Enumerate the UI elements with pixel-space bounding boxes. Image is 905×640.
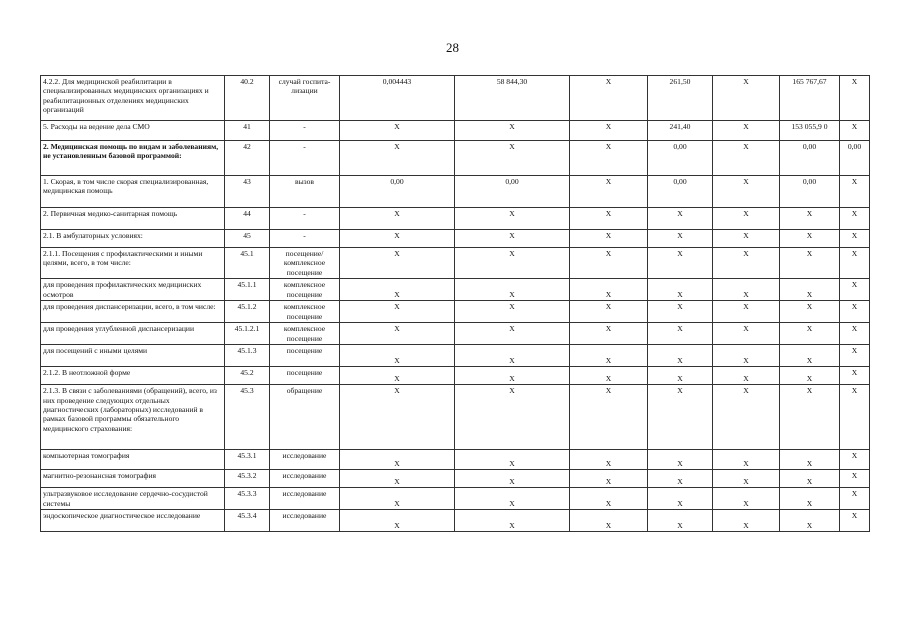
row-value: 0,00	[340, 176, 455, 208]
row-unit: -	[270, 230, 340, 248]
row-value: X	[340, 323, 455, 345]
row-label: для проведения диспансеризации, всего, в том числе:	[41, 301, 225, 323]
row-value: X	[713, 121, 780, 141]
row-value: X	[340, 450, 455, 470]
table-row	[41, 450, 870, 470]
row-label: магнитно-резонансная томография	[41, 470, 225, 488]
row-unit: -	[270, 141, 340, 176]
row-code: 45.3.4	[225, 510, 270, 532]
row-value: X	[570, 301, 648, 323]
row-value: X	[713, 488, 780, 510]
row-value: X	[340, 121, 455, 141]
row-unit: посещение	[270, 367, 340, 385]
row-value: X	[648, 230, 713, 248]
row-code: 45.1.3	[225, 345, 270, 367]
row-value: X	[570, 385, 648, 450]
row-unit: посещение/ комплексное посещение	[270, 248, 340, 279]
row-label: компьютерная томография	[41, 450, 225, 470]
row-value: X	[840, 76, 870, 121]
table-row	[41, 141, 870, 176]
row-value: X	[340, 248, 455, 279]
row-code: 45.3.2	[225, 470, 270, 488]
row-value: X	[455, 510, 570, 532]
row-value: X	[713, 176, 780, 208]
row-value: X	[340, 141, 455, 176]
row-value: 165 767,67	[780, 76, 840, 121]
table-row	[41, 208, 870, 230]
row-code: 43	[225, 176, 270, 208]
row-value: X	[780, 323, 840, 345]
row-value: 58 844,30	[455, 76, 570, 121]
row-value: X	[455, 121, 570, 141]
row-value: 0,00	[648, 141, 713, 176]
row-value: X	[713, 470, 780, 488]
row-value: X	[455, 141, 570, 176]
row-value: X	[455, 301, 570, 323]
row-value: X	[780, 488, 840, 510]
table-row	[41, 176, 870, 208]
row-unit: посещение	[270, 345, 340, 367]
row-value: X	[570, 450, 648, 470]
row-value: X	[455, 488, 570, 510]
row-value: 261,50	[648, 76, 713, 121]
row-value: X	[780, 367, 840, 385]
row-value: X	[780, 450, 840, 470]
row-value: X	[648, 301, 713, 323]
row-label: 2. Медицинская помощь по видам и заболеваниям, не установленным базовой программой:	[41, 141, 225, 176]
table-row	[41, 385, 870, 450]
row-unit: исследование	[270, 488, 340, 510]
row-value: X	[455, 208, 570, 230]
row-value: X	[648, 208, 713, 230]
row-value: X	[570, 510, 648, 532]
row-value: X	[648, 450, 713, 470]
row-value: X	[840, 121, 870, 141]
row-unit: исследование	[270, 510, 340, 532]
row-label: 2.1. В амбулаторных условиях:	[41, 230, 225, 248]
row-code: 45.3	[225, 385, 270, 450]
row-value: X	[340, 301, 455, 323]
row-value: X	[570, 248, 648, 279]
row-value: X	[570, 76, 648, 121]
row-label: 5. Расходы на ведение дела СМО	[41, 121, 225, 141]
row-value: X	[455, 450, 570, 470]
row-value: X	[648, 470, 713, 488]
row-value: X	[713, 510, 780, 532]
row-value: X	[840, 450, 870, 470]
row-label: для посещений с иными целями	[41, 345, 225, 367]
row-value: X	[713, 248, 780, 279]
row-label: 4.2.2. Для медицинской реабилитации в специализированных медицинских организациях и реабилитационных отделениях медицинских организаций	[41, 76, 225, 121]
row-value: X	[340, 385, 455, 450]
row-value: X	[840, 208, 870, 230]
row-value: X	[455, 345, 570, 367]
row-value: X	[713, 208, 780, 230]
row-value: 0,00	[648, 176, 713, 208]
row-value: X	[340, 367, 455, 385]
row-code: 45.1.1	[225, 279, 270, 301]
row-value: X	[340, 279, 455, 301]
row-value: X	[713, 367, 780, 385]
row-value: X	[713, 279, 780, 301]
row-value: X	[570, 323, 648, 345]
row-value: X	[840, 510, 870, 532]
row-code: 45.1.2.1	[225, 323, 270, 345]
table-row	[41, 367, 870, 385]
row-value: X	[570, 208, 648, 230]
row-value: 241,40	[648, 121, 713, 141]
row-value: X	[840, 176, 870, 208]
row-code: 45.1.2	[225, 301, 270, 323]
row-value: X	[840, 248, 870, 279]
row-value: X	[713, 385, 780, 450]
row-value: X	[713, 301, 780, 323]
table-row	[41, 345, 870, 367]
table-row	[41, 76, 870, 121]
row-code: 40.2	[225, 76, 270, 121]
row-label: 2.1.1. Посещения с профилактическими и иными целями, всего, в том числе:	[41, 248, 225, 279]
row-value: X	[340, 208, 455, 230]
row-value: X	[570, 470, 648, 488]
row-value: X	[840, 279, 870, 301]
row-code: 45.1	[225, 248, 270, 279]
row-label: ультразвуковое исследование сердечно-сосудистой системы	[41, 488, 225, 510]
row-value: X	[340, 488, 455, 510]
row-code: 44	[225, 208, 270, 230]
row-value: X	[840, 345, 870, 367]
row-value: X	[713, 141, 780, 176]
row-value: X	[455, 385, 570, 450]
row-value: X	[713, 345, 780, 367]
row-value: X	[840, 230, 870, 248]
table-row	[41, 279, 870, 301]
row-unit: случай госпита-лизации	[270, 76, 340, 121]
page-number: 28	[446, 40, 459, 55]
row-value: X	[648, 385, 713, 450]
row-value: X	[713, 323, 780, 345]
row-value: X	[570, 141, 648, 176]
row-value: X	[648, 367, 713, 385]
row-value: X	[648, 345, 713, 367]
row-unit: комплексное посещение	[270, 279, 340, 301]
table-row	[41, 230, 870, 248]
row-unit: исследование	[270, 450, 340, 470]
row-unit: -	[270, 208, 340, 230]
row-value: X	[648, 510, 713, 532]
row-label: 1. Скорая, в том числе скорая специализированная, медицинская помощь	[41, 176, 225, 208]
row-unit: комплексное посещение	[270, 301, 340, 323]
row-value: X	[340, 345, 455, 367]
row-value: X	[570, 230, 648, 248]
row-value: X	[340, 470, 455, 488]
row-unit: обращение	[270, 385, 340, 450]
row-value: 0,00	[780, 141, 840, 176]
row-value: X	[713, 230, 780, 248]
row-value: X	[780, 345, 840, 367]
row-label: 2.1.2. В неотложной форме	[41, 367, 225, 385]
row-value: X	[648, 323, 713, 345]
row-code: 45.3.3	[225, 488, 270, 510]
row-value: X	[780, 385, 840, 450]
table-row	[41, 470, 870, 488]
row-value: X	[780, 301, 840, 323]
row-label: 2. Первичная медико-санитарная помощь	[41, 208, 225, 230]
row-code: 45.3.1	[225, 450, 270, 470]
row-value: X	[648, 488, 713, 510]
row-value: X	[780, 230, 840, 248]
row-value: X	[455, 248, 570, 279]
row-value: X	[455, 230, 570, 248]
row-value: X	[648, 279, 713, 301]
row-label: для проведения углубленной диспансеризации	[41, 323, 225, 345]
table-row	[41, 248, 870, 279]
row-code: 42	[225, 141, 270, 176]
table-row	[41, 301, 870, 323]
row-value: X	[455, 470, 570, 488]
row-value: X	[780, 470, 840, 488]
row-value: X	[780, 279, 840, 301]
row-value: 0,00	[840, 141, 870, 176]
row-value: X	[840, 301, 870, 323]
row-label: эндоскопическое диагностическое исследование	[41, 510, 225, 532]
row-value: X	[780, 208, 840, 230]
row-code: 45	[225, 230, 270, 248]
row-value: X	[648, 248, 713, 279]
table-row	[41, 323, 870, 345]
row-unit: -	[270, 121, 340, 141]
row-value: X	[570, 121, 648, 141]
row-value: X	[713, 450, 780, 470]
tariff-table	[40, 75, 870, 532]
row-value: X	[570, 488, 648, 510]
table-body	[41, 76, 870, 532]
row-label: для проведения профилактических медицинских осмотров	[41, 279, 225, 301]
row-unit: исследование	[270, 470, 340, 488]
row-value: 0,00	[780, 176, 840, 208]
row-code: 41	[225, 121, 270, 141]
row-value: X	[340, 510, 455, 532]
row-value: X	[570, 367, 648, 385]
row-unit: комплексное посещение	[270, 323, 340, 345]
row-value: 0,004443	[340, 76, 455, 121]
row-value: X	[570, 345, 648, 367]
row-value: X	[340, 230, 455, 248]
row-value: X	[570, 279, 648, 301]
row-value: X	[840, 385, 870, 450]
table-row	[41, 121, 870, 141]
row-value: X	[840, 367, 870, 385]
row-value: X	[455, 323, 570, 345]
row-value: X	[780, 510, 840, 532]
row-label: 2.1.3. В связи с заболеваниями (обращений), всего, из них проведение следующих отдельных диагностических (лабораторных) исследований в рамках базовой программы обязательного медицинского страхования:	[41, 385, 225, 450]
row-value: 0,00	[455, 176, 570, 208]
row-value: X	[455, 367, 570, 385]
row-value: X	[840, 323, 870, 345]
row-value: X	[455, 279, 570, 301]
table-row	[41, 510, 870, 532]
row-value: X	[570, 176, 648, 208]
row-value: X	[840, 488, 870, 510]
row-value: 153 055,9 0	[780, 121, 840, 141]
row-value: X	[713, 76, 780, 121]
row-value: X	[780, 248, 840, 279]
table-row	[41, 488, 870, 510]
row-unit: вызов	[270, 176, 340, 208]
row-code: 45.2	[225, 367, 270, 385]
row-value: X	[840, 470, 870, 488]
